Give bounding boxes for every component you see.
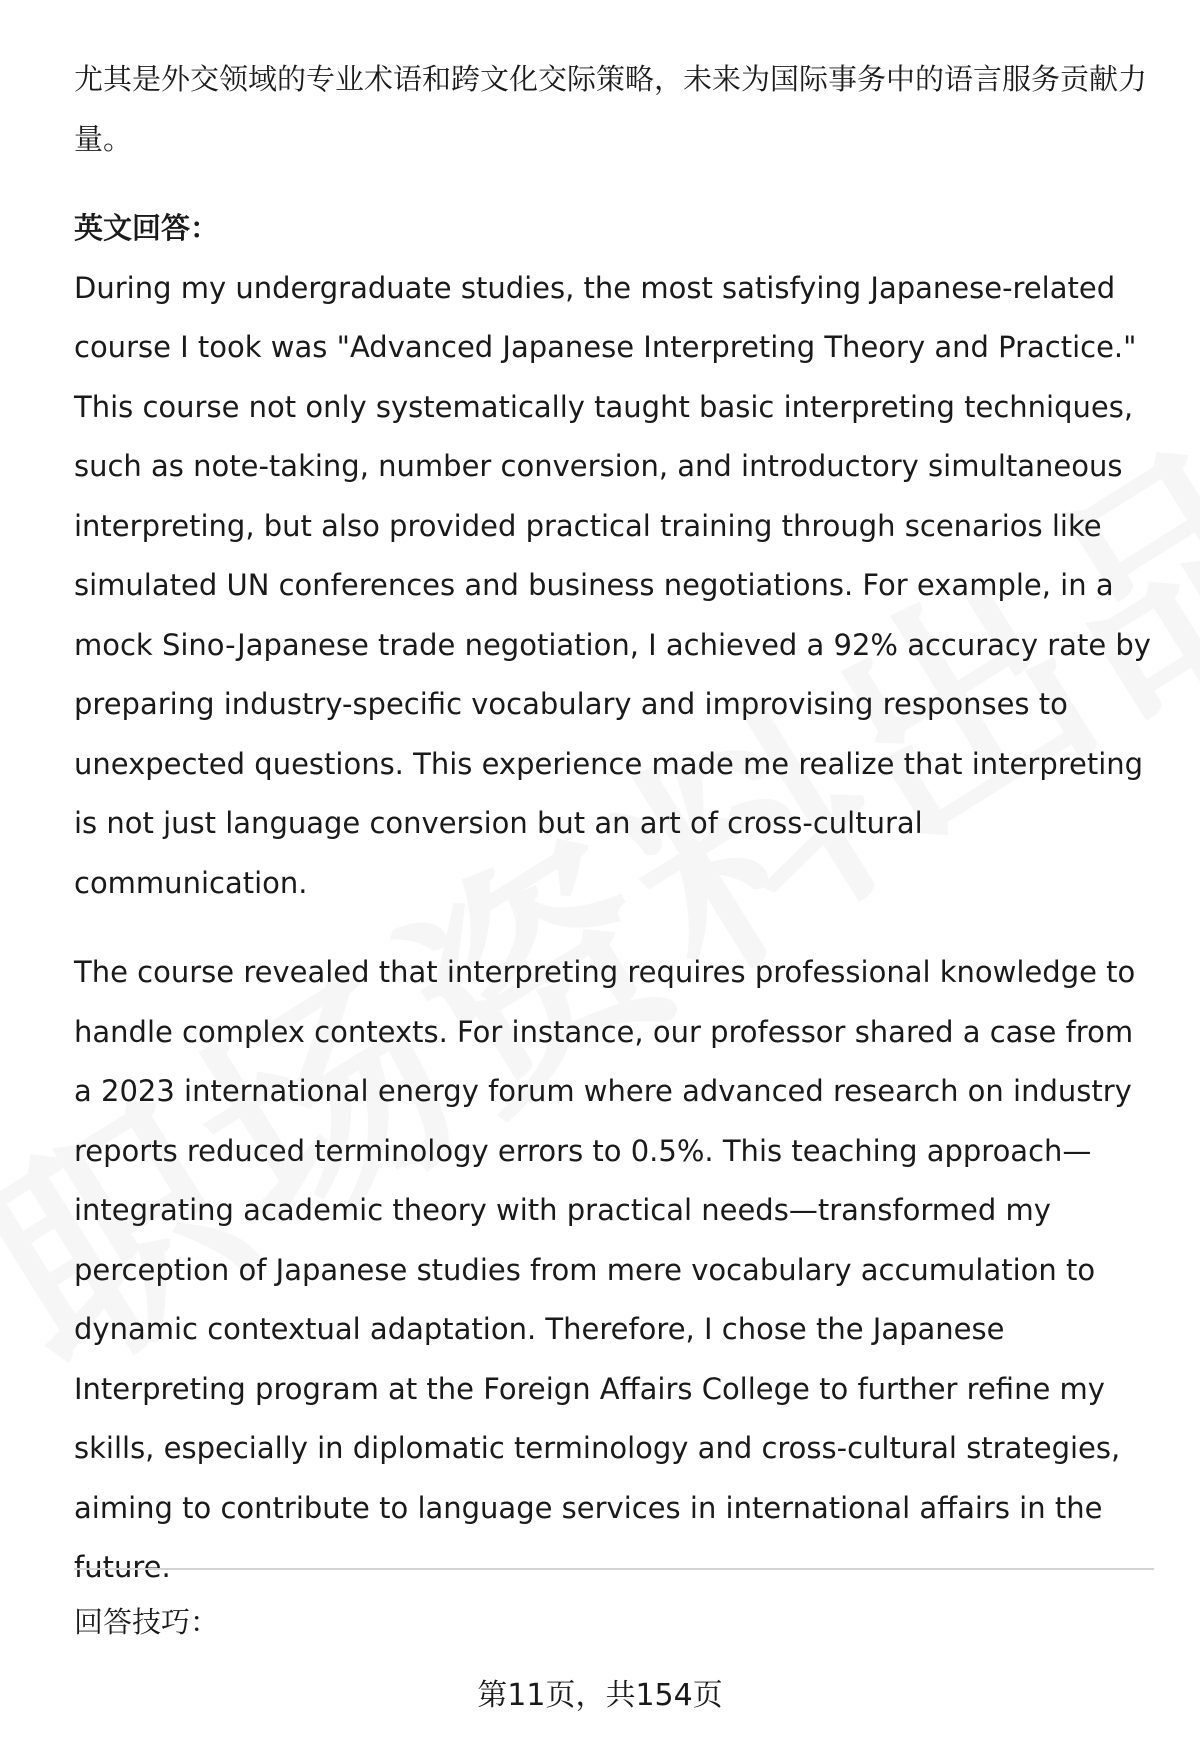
answer-tips-label: 回答技巧： <box>74 1605 220 1639</box>
english-answer-heading: 英文回答： <box>74 211 220 245</box>
chinese-continuation-text: 尤其是外交领域的专业术语和跨文化交际策略，未来为国际事务中的语言服务贡献力量。 <box>74 62 1148 156</box>
english-paragraph-1: During my undergraduate studies, the most satisfying Japanese-related course I took was "Advanced Japanese Interpreting Theory and Practice." This course not only systematically taught basic interpreting techniques, such as note-taking, number conversion, and introductory simultaneous interpreting, but also provided practical training through scenarios like simulated UN conferences and business negotiations. For example, in a mock Sino-Japanese trade negotiation, I achieved a 92% accuracy rate by preparing industry-specific vocabulary and improvising responses to unexpected questions. This experience made me realize that interpreting is not just language conversion but an art of cross-cultural communication. <box>74 270 1151 900</box>
section-divider <box>74 1568 1154 1570</box>
english-paragraph-2: The course revealed that interpreting requires professional knowledge to handle complex contexts. For instance, our professor shared a case from a 2023 international energy forum where advanced research on industry reports reduced terminology errors to 0.5%. This teaching approach—integrating academic theory with practical needs—transformed my perception of Japanese studies from mere vocabulary accumulation to dynamic contextual adaptation. Therefore, I chose the Japanese Interpreting program at the Foreign Affairs College to further refine my skills, especially in diplomatic terminology and cross-cultural strategies, aiming to contribute to language services in international affairs in the future. <box>74 955 1136 1584</box>
page-indicator: 第11页，共154页 <box>477 1678 723 1713</box>
document-body <box>74 50 1154 1598</box>
